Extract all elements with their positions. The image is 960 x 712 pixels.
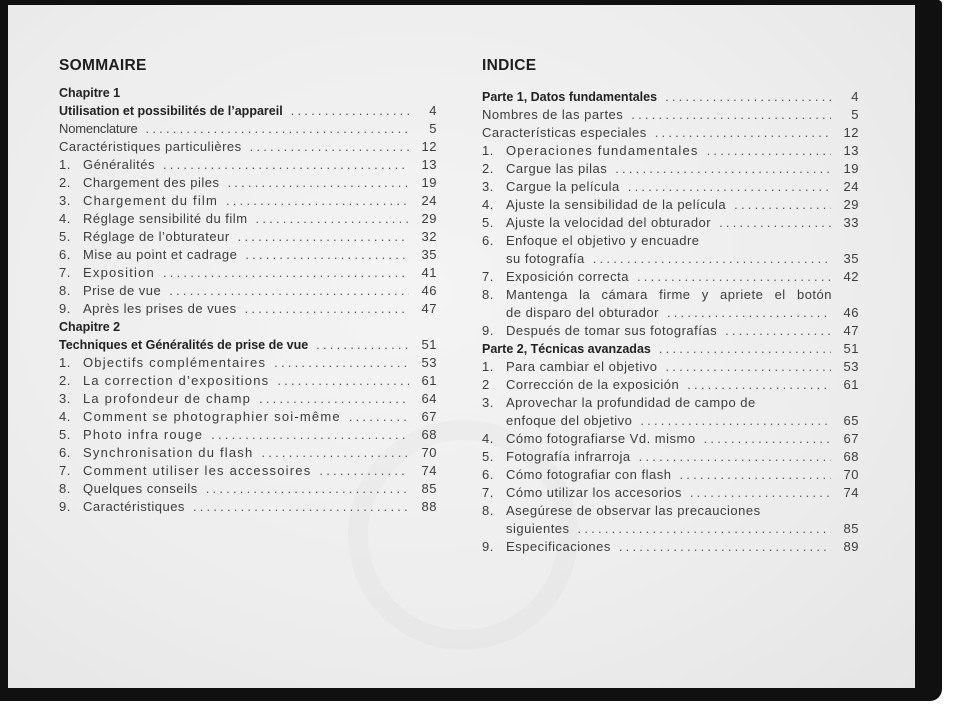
dot-leader xyxy=(193,498,409,516)
entry-number: 4. xyxy=(482,197,494,212)
entry-title: Exposición correcta xyxy=(506,269,629,284)
dot-leader xyxy=(687,376,831,394)
toc-entry xyxy=(482,340,859,358)
toc-entry xyxy=(59,264,437,282)
entry-page: 51 xyxy=(421,337,437,352)
entry-page: 4 xyxy=(851,89,859,104)
entry-page: 19 xyxy=(843,161,859,176)
dot-leader xyxy=(274,354,409,372)
entry-page: 46 xyxy=(843,305,859,320)
toc-entry xyxy=(482,268,859,286)
entry-title: Para cambiar el objetivo xyxy=(506,359,658,374)
entry-number: 9. xyxy=(59,301,71,316)
entry-number: 4. xyxy=(482,431,494,446)
entry-number: 6. xyxy=(59,247,71,262)
dot-leader xyxy=(256,210,409,228)
dot-leader xyxy=(250,138,409,156)
toc-entry xyxy=(482,286,859,304)
dot-leader xyxy=(259,390,409,408)
entry-title: Chargement des piles xyxy=(83,175,220,190)
entry-title: Corrección de la exposición xyxy=(506,377,680,392)
entry-title: Ajuste la sensibilidad de la película xyxy=(506,197,727,212)
entry-title: Techniques et Généralités de prise de vue xyxy=(59,338,309,352)
entry-title: Especificaciones xyxy=(506,539,611,554)
dot-leader xyxy=(628,178,831,196)
entry-page: 32 xyxy=(421,229,437,244)
toc-entry xyxy=(59,480,437,498)
entry-title-continued: de disparo del obturador xyxy=(506,305,659,320)
entry-title: Cargue las pilas xyxy=(506,161,608,176)
entry-page: 64 xyxy=(421,391,437,406)
dot-leader xyxy=(690,484,831,502)
entry-page: 74 xyxy=(843,485,859,500)
entry-page: 46 xyxy=(421,283,437,298)
entry-page: 29 xyxy=(843,197,859,212)
entry-title: Parte 2, Técnicas avanzadas xyxy=(482,342,651,356)
dot-leader xyxy=(316,336,409,354)
entry-page: 33 xyxy=(843,215,859,230)
entry-page: 35 xyxy=(843,251,859,266)
entry-title: Parte 1, Datos fundamentales xyxy=(482,90,658,104)
entry-title: Cargue la película xyxy=(506,179,620,194)
entry-title: Quelques conseils xyxy=(83,481,198,496)
entry-number: 1. xyxy=(482,359,494,374)
toc-entry xyxy=(59,228,437,246)
entry-number: 2 xyxy=(482,377,490,392)
entry-number: 5. xyxy=(482,215,494,230)
entry-title: Nomenclature xyxy=(59,121,138,136)
dot-leader xyxy=(319,462,409,480)
dot-leader xyxy=(238,228,409,246)
entry-number: 2. xyxy=(482,161,494,176)
dot-leader xyxy=(619,538,831,556)
entry-number: 4. xyxy=(59,211,71,226)
entry-title: Comment utiliser les accessoires xyxy=(83,463,312,478)
dot-leader xyxy=(640,412,831,430)
toc-entry xyxy=(482,448,859,466)
toc-entry xyxy=(59,246,437,264)
toc-entry xyxy=(482,466,859,484)
toc-entry xyxy=(482,124,859,142)
toc-entry-continued xyxy=(482,304,859,322)
toc-entry xyxy=(482,376,859,394)
dot-leader xyxy=(639,448,831,466)
toc-entry xyxy=(482,322,859,340)
entry-number: 8. xyxy=(482,287,494,302)
entry-page: 4 xyxy=(429,103,437,118)
entry-page: 89 xyxy=(843,539,859,554)
entry-number: 8. xyxy=(482,503,494,518)
entry-title: Exposition xyxy=(83,265,155,280)
entry-number: 5. xyxy=(59,229,71,244)
entry-number: 3. xyxy=(482,179,494,194)
entry-page: 70 xyxy=(843,467,859,482)
entry-title: Objectifs complémentaires xyxy=(83,355,267,370)
entry-number: 5. xyxy=(482,449,494,464)
dot-leader xyxy=(593,250,831,268)
entry-page: 41 xyxy=(421,265,437,280)
dot-leader xyxy=(637,268,831,286)
toc-entry xyxy=(59,300,437,318)
dot-leader xyxy=(245,246,409,264)
toc-entry xyxy=(482,232,859,250)
dot-leader xyxy=(291,102,409,120)
toc-entry xyxy=(59,174,437,192)
toc-entry xyxy=(59,498,437,516)
entry-title: Chargement du film xyxy=(83,193,219,208)
entry-page: 53 xyxy=(421,355,437,370)
dot-leader xyxy=(163,156,409,174)
entry-page: 85 xyxy=(843,521,859,536)
toc-entry xyxy=(59,138,437,156)
entry-number: 6. xyxy=(482,467,494,482)
toc-entry xyxy=(59,462,437,480)
toc-entry xyxy=(482,106,859,124)
entry-page: 12 xyxy=(843,125,859,140)
entry-title: Nombres de las partes xyxy=(482,107,624,122)
chapter-title: Chapitre 1 xyxy=(59,86,121,100)
entry-title: Caractéristiques xyxy=(83,499,185,514)
entry-page: 5 xyxy=(429,121,437,136)
entry-number: 1. xyxy=(59,157,71,172)
toc-entry-continued xyxy=(482,412,859,430)
entry-title: Asegúrese de observar las precauciones xyxy=(506,503,761,518)
scanned-page xyxy=(8,5,915,688)
entry-page: 35 xyxy=(421,247,437,262)
toc-entry xyxy=(59,354,437,372)
indice-list xyxy=(482,88,859,556)
toc-entry xyxy=(59,210,437,228)
entry-number: 6. xyxy=(482,233,494,248)
entry-title: Enfoque el objetivo y encuadre xyxy=(506,233,700,248)
entry-number: 8. xyxy=(59,283,71,298)
entry-page: 13 xyxy=(421,157,437,172)
entry-number: 3. xyxy=(59,391,71,406)
dot-leader xyxy=(261,444,409,462)
entry-page: 68 xyxy=(421,427,437,442)
dot-leader xyxy=(226,192,409,210)
toc-entry xyxy=(59,390,437,408)
entry-page: 29 xyxy=(421,211,437,226)
entry-number: 9. xyxy=(482,323,494,338)
dot-leader xyxy=(277,372,409,390)
entry-title: Généralités xyxy=(83,157,155,172)
toc-entry xyxy=(59,444,437,462)
entry-title: Cómo fotografiarse Vd. mismo xyxy=(506,431,696,446)
chapter-title: Chapitre 2 xyxy=(59,320,121,334)
toc-entry xyxy=(482,160,859,178)
entry-title: Caractéristiques particulières xyxy=(59,139,242,154)
toc-entry xyxy=(59,102,437,120)
chapter-heading xyxy=(59,318,437,336)
toc-entry xyxy=(482,196,859,214)
dot-leader xyxy=(655,124,831,142)
entry-page: 74 xyxy=(421,463,437,478)
entry-number: 2. xyxy=(59,175,71,190)
entry-page: 47 xyxy=(421,301,437,316)
entry-page: 51 xyxy=(843,341,859,356)
dot-leader xyxy=(725,322,831,340)
toc-entry xyxy=(59,372,437,390)
dot-leader xyxy=(707,142,831,160)
entry-number: 5. xyxy=(59,427,71,442)
entry-title: Comment se photographier soi-même xyxy=(83,409,341,424)
entry-title-continued: su fotografía xyxy=(506,251,585,266)
entry-number: 9. xyxy=(59,499,71,514)
entry-title: Mantenga la cámara firme y apriete el botón xyxy=(506,287,832,302)
entry-title: Réglage de l’obturateur xyxy=(83,229,230,244)
entry-page: 68 xyxy=(843,449,859,464)
entry-title: La correction d’expositions xyxy=(83,373,270,388)
dot-leader xyxy=(615,160,831,178)
dot-leader xyxy=(206,480,409,498)
entry-page: 61 xyxy=(843,377,859,392)
entry-number: 7. xyxy=(482,485,494,500)
entry-title: Después de tomar sus fotografías xyxy=(506,323,718,338)
entry-number: 3. xyxy=(482,395,494,410)
entry-title: Operaciones fundamentales xyxy=(506,143,699,158)
entry-title-continued: enfoque del objetivo xyxy=(506,413,633,428)
entry-number: 1. xyxy=(59,355,71,370)
entry-page: 24 xyxy=(421,193,437,208)
dot-leader xyxy=(245,300,409,318)
toc-entry xyxy=(59,120,437,138)
entry-title: Aprovechar la profundidad de campo de xyxy=(506,395,756,410)
entry-title: Après les prises de vues xyxy=(83,301,237,316)
dot-leader xyxy=(704,430,831,448)
sommaire-list xyxy=(59,84,437,516)
toc-entry xyxy=(59,408,437,426)
entry-title: Características especiales xyxy=(482,125,647,140)
dot-leader xyxy=(679,466,831,484)
entry-page: 19 xyxy=(421,175,437,190)
dot-leader xyxy=(146,120,409,138)
dot-leader xyxy=(734,196,831,214)
entry-number: 4. xyxy=(59,409,71,424)
toc-entry xyxy=(482,538,859,556)
entry-page: 61 xyxy=(421,373,437,388)
entry-title-continued: siguientes xyxy=(506,521,570,536)
entry-page: 67 xyxy=(421,409,437,424)
dot-leader xyxy=(211,426,409,444)
entry-number: 7. xyxy=(59,265,71,280)
dot-leader xyxy=(227,174,409,192)
entry-title: Cómo utilizar los accesorios xyxy=(506,485,682,500)
entry-number: 9. xyxy=(482,539,494,554)
toc-entry-continued xyxy=(482,250,859,268)
toc-entry xyxy=(59,192,437,210)
chapter-heading xyxy=(59,84,437,102)
entry-page: 12 xyxy=(421,139,437,154)
entry-page: 88 xyxy=(421,499,437,514)
entry-title: Mise au point et cadrage xyxy=(83,247,238,262)
dot-leader xyxy=(665,88,831,106)
dot-leader xyxy=(578,520,831,538)
toc-entry xyxy=(482,358,859,376)
toc-entry xyxy=(59,426,437,444)
entry-page: 42 xyxy=(843,269,859,284)
toc-entry xyxy=(59,282,437,300)
toc-entry xyxy=(482,142,859,160)
entry-number: 2. xyxy=(59,373,71,388)
entry-page: 65 xyxy=(843,413,859,428)
toc-entry xyxy=(482,484,859,502)
entry-page: 24 xyxy=(843,179,859,194)
dot-leader xyxy=(667,304,831,322)
sommaire-heading: SOMMAIRE xyxy=(59,57,147,74)
dot-leader xyxy=(719,214,831,232)
toc-entry xyxy=(482,394,859,412)
toc-entry xyxy=(482,88,859,106)
entry-title: Réglage sensibilité du film xyxy=(83,211,248,226)
toc-entry xyxy=(59,336,437,354)
entry-page: 70 xyxy=(421,445,437,460)
indice-heading: INDICE xyxy=(482,57,537,74)
entry-title: Fotografía infrarroja xyxy=(506,449,631,464)
entry-page: 47 xyxy=(843,323,859,338)
entry-title: Synchronisation du flash xyxy=(83,445,254,460)
entry-title: Cómo fotografiar con flash xyxy=(506,467,672,482)
entry-title: Prise de vue xyxy=(83,283,162,298)
entry-title: Ajuste la velocidad del obturador xyxy=(506,215,712,230)
entry-number: 8. xyxy=(59,481,71,496)
dot-leader xyxy=(631,106,831,124)
entry-page: 67 xyxy=(843,431,859,446)
toc-entry xyxy=(482,430,859,448)
entry-page: 5 xyxy=(851,107,859,122)
dot-leader xyxy=(163,264,409,282)
entry-title: Utilisation et possibilités de l’appareil xyxy=(59,104,283,118)
entry-number: 7. xyxy=(59,463,71,478)
toc-entry xyxy=(59,156,437,174)
entry-number: 6. xyxy=(59,445,71,460)
toc-entry xyxy=(482,178,859,196)
dot-leader xyxy=(659,340,831,358)
entry-title: Photo infra rouge xyxy=(83,427,204,442)
dot-leader xyxy=(665,358,831,376)
entry-number: 3. xyxy=(59,193,71,208)
entry-page: 13 xyxy=(843,143,859,158)
toc-entry xyxy=(482,502,859,520)
entry-number: 7. xyxy=(482,269,494,284)
toc-entry-continued xyxy=(482,520,859,538)
dot-leader xyxy=(169,282,409,300)
entry-number: 1. xyxy=(482,143,494,158)
entry-title: La profondeur de champ xyxy=(83,391,252,406)
entry-page: 53 xyxy=(843,359,859,374)
dot-leader xyxy=(349,408,409,426)
toc-entry xyxy=(482,214,859,232)
entry-page: 85 xyxy=(421,481,437,496)
